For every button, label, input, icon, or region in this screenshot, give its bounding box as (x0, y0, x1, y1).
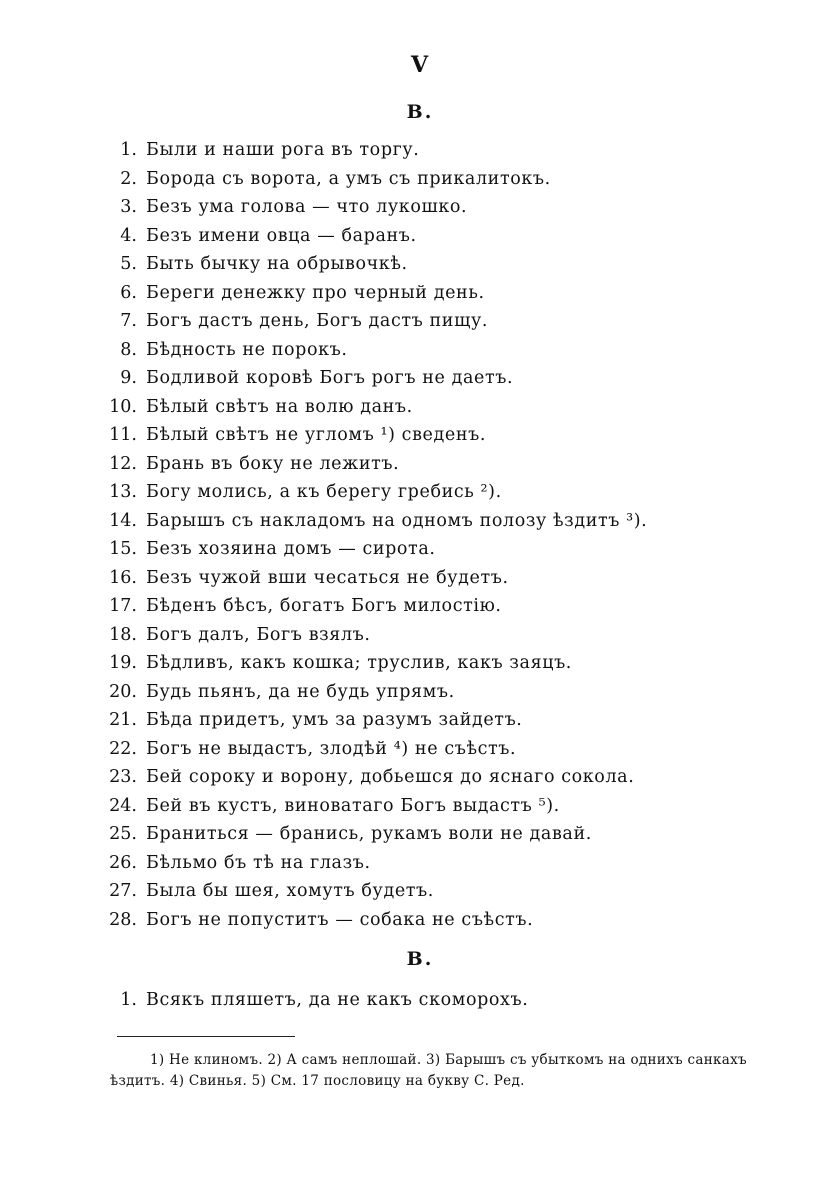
proverb-number: 17. (109, 596, 137, 616)
section-heading: В. (406, 101, 434, 123)
proverb-text: Бѣдливъ, какъ кошка; труслив, какъ заяцъ. (146, 653, 572, 673)
proverb-item (0, 763, 840, 792)
proverb-item (0, 478, 840, 507)
proverb-text: Безъ имени овца — баранъ. (146, 225, 417, 246)
proverb-number: 18. (109, 624, 137, 645)
proverb-item (0, 649, 840, 678)
proverb-text: Брань въ боку не лежитъ. (146, 453, 400, 474)
proverb-list (0, 986, 840, 1015)
proverb-text: Браниться — бранись, рукамъ воли не давай. (146, 824, 592, 844)
proverb-item (0, 621, 840, 650)
proverb-text: Будь пьянъ, да не будь упрямъ. (146, 681, 455, 702)
proverb-text: Безъ чужой вши чесаться не будетъ. (146, 567, 509, 588)
proverb-number: 5. (120, 254, 137, 274)
proverb-number: 1. (120, 140, 137, 160)
proverb-text: Бѣдность не порокъ. (146, 339, 348, 360)
proverb-text: Богу молись, а къ берегу гребись ²). (146, 482, 502, 502)
proverb-number: 12. (109, 453, 137, 474)
proverb-list (0, 136, 840, 934)
proverb-number: 21. (109, 710, 137, 730)
proverb-text: Богъ не попуститъ — собака не съѣстъ. (146, 909, 534, 930)
proverb-text: Богъ далъ, Богъ взялъ. (146, 624, 371, 645)
proverb-item (0, 820, 840, 849)
proverb-number: 22. (109, 738, 137, 759)
proverb-number: 19. (109, 653, 137, 673)
proverb-text: Береги денежку про черный день. (146, 282, 485, 303)
proverb-number: 15. (109, 539, 137, 559)
proverb-item (0, 906, 840, 935)
proverb-number: 1. (120, 990, 137, 1010)
proverb-number: 27. (109, 881, 137, 901)
proverb-text: Всякъ пляшетъ, да не какъ скоморохъ. (146, 990, 529, 1010)
footnote-line: 1) Не клиномъ. 2) А самъ неплошай. 3) Барышъ съ убыткомъ на однихъ санкахъ (150, 1052, 747, 1068)
proverb-item (0, 393, 840, 422)
section-heading: В. (406, 948, 434, 970)
proverb-number: 10. (109, 396, 137, 417)
proverb-item (0, 706, 840, 735)
proverb-number: 24. (109, 795, 137, 816)
proverb-item (0, 307, 840, 336)
proverb-number: 8. (120, 339, 137, 360)
proverb-item (0, 450, 840, 479)
proverb-text: Были и наши рога въ торгу. (146, 140, 420, 160)
proverb-number: 16. (109, 567, 137, 588)
proverb-text: Бѣденъ бѣсъ, богатъ Богъ милостію. (146, 596, 502, 616)
proverb-text: Бодливой коровѣ Богъ рогъ не даетъ. (146, 368, 514, 388)
proverb-number: 28. (109, 909, 137, 930)
proverb-number: 6. (120, 282, 137, 303)
proverb-item (0, 165, 840, 194)
proverb-item (0, 849, 840, 878)
footnote-line: ѣздитъ. 4) Свинья. 5) См. 17 пословицу на букву С. Ред. (110, 1073, 525, 1089)
proverb-text: Бей сороку и ворону, добьешся до яснаго сокола. (146, 767, 635, 787)
proverb-item (0, 592, 840, 621)
proverb-item (0, 564, 840, 593)
proverb-number: 2. (120, 168, 137, 189)
proverb-text: Бѣлый свѣтъ не угломъ ¹) сведенъ. (146, 425, 486, 445)
proverb-text: Быть бычку на обрывочкѣ. (146, 254, 408, 274)
proverb-number: 11. (109, 425, 137, 445)
proverb-item (0, 535, 840, 564)
proverb-item (0, 421, 840, 450)
footnotes (110, 1050, 750, 1092)
proverb-item (0, 136, 840, 165)
proverb-number: 26. (109, 852, 137, 873)
proverb-text: Была бы шея, хомутъ будетъ. (146, 881, 434, 901)
proverb-text: Безъ хозяина домъ — сирота. (146, 539, 436, 559)
proverb-number: 23. (109, 767, 137, 787)
footnote-divider (117, 1036, 295, 1037)
proverb-text: Безъ ума голова — что лукошко. (146, 197, 468, 217)
proverb-text: Бѣда придетъ, умъ за разумъ зайдетъ. (146, 710, 523, 730)
proverb-number: 4. (120, 225, 137, 246)
proverb-item (0, 735, 840, 764)
proverb-number: 20. (109, 681, 137, 702)
proverb-text: Бѣльмо бъ тѣ на глазъ. (146, 852, 371, 873)
proverb-item (0, 336, 840, 365)
proverb-number: 13. (109, 482, 137, 502)
proverb-item (0, 250, 840, 279)
proverb-item (0, 792, 840, 821)
proverb-item (0, 507, 840, 536)
proverb-item (0, 279, 840, 308)
proverb-text: Богъ дастъ день, Богъ дастъ пищу. (146, 311, 489, 331)
proverb-number: 7. (120, 311, 137, 331)
proverb-text: Бѣлый свѣтъ на волю данъ. (146, 396, 413, 417)
proverb-number: 14. (109, 510, 137, 531)
proverb-text: Богъ не выдастъ, злодѣй ⁴) не съѣстъ. (146, 738, 517, 759)
proverb-item (0, 193, 840, 222)
proverb-text: Бей въ кустъ, виноватаго Богъ выдастъ ⁵). (146, 795, 560, 816)
proverb-text: Борода съ ворота, а умъ съ прикалитокъ. (146, 168, 551, 189)
proverb-item (0, 364, 840, 393)
proverb-text: Барышъ съ накладомъ на одномъ полозу ѣздитъ ³). (146, 510, 648, 531)
proverb-item (0, 877, 840, 906)
proverb-number: 3. (120, 197, 137, 217)
proverb-number: 9. (120, 368, 137, 388)
proverb-item (0, 222, 840, 251)
page-number: V (410, 52, 430, 78)
proverb-item (0, 986, 840, 1015)
proverb-item (0, 678, 840, 707)
proverb-number: 25. (109, 824, 137, 844)
